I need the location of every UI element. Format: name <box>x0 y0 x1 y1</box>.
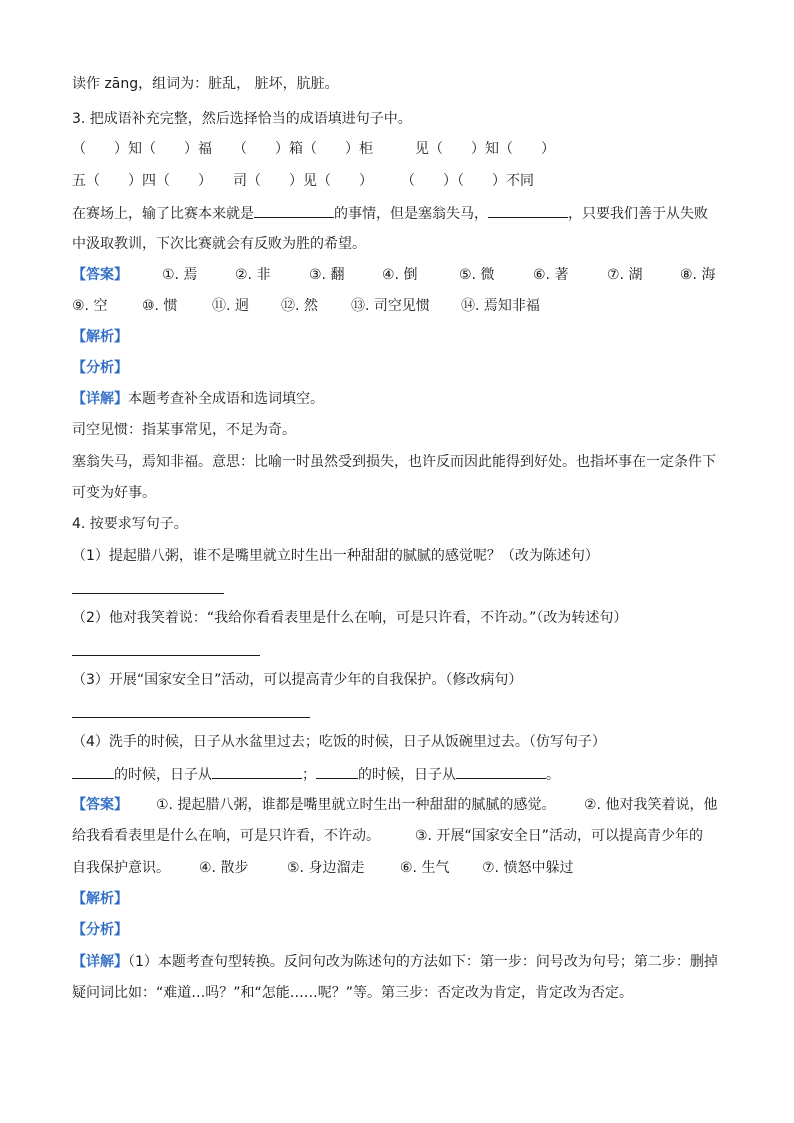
answer-row-2 <box>72 296 724 316</box>
answer-item: ⑤. 身边溜走 <box>287 860 365 876</box>
fill-sentence-line-1 <box>72 203 724 224</box>
text-line: 读作 zāng，组词为：脏乱， 脏坏，肮脏。 <box>72 76 339 92</box>
detail-text: （1）本题考查句型转换。反问句改为陈述句的方法如下：第一步：问号改为句号；第二步：删掉 <box>128 954 718 970</box>
detail-line <box>72 389 724 409</box>
sentence-part: 的事情，但是塞翁失马， <box>334 206 488 222</box>
imitation-blanks <box>72 764 724 785</box>
answer-item: ⑨. 空 <box>72 298 108 314</box>
sentence-part: 的时候，日子从 <box>358 767 456 783</box>
detail-text: 本题考查补全成语和选词填空。 <box>128 391 324 407</box>
analysis-tag: 【解析】 <box>72 891 128 907</box>
question-3-title: 3. 把成语补充完整，然后选择恰当的成语填进句子中。 <box>72 111 412 127</box>
idiom-row-2: 五（ ）四（ ） 司（ ）见（ ） （ ）（ ）不同 <box>72 173 534 189</box>
blank <box>72 764 114 779</box>
answer-4-line-3 <box>72 858 724 878</box>
blank <box>254 203 334 218</box>
blank <box>316 764 358 779</box>
answer-item: ⑫. 然 <box>281 298 318 314</box>
answer-tag: 【答案】 <box>72 797 128 813</box>
sentence-part: 。 <box>546 767 560 783</box>
answer-item: ①. 焉 <box>162 267 198 283</box>
detail-tag: 【详解】 <box>72 391 128 407</box>
answer-item: ⑦. 湖 <box>607 267 643 283</box>
answer-row-1 <box>72 265 724 285</box>
fill-sentence-line-2: 中汲取教训，下次比赛就会有反败为胜的希望。 <box>72 236 366 252</box>
answer-item: ③. 翻 <box>309 267 345 283</box>
sentence-part: 的时候，日子从 <box>114 767 212 783</box>
idiom-row-1: （ ）知（ ）福 （ ）箱（ ）柜 见（ ）知（ ） <box>72 141 555 157</box>
explain-line: 司空见惯：指某事常见，不足为奇。 <box>72 422 296 438</box>
answer-item: ⑤. 微 <box>459 267 495 283</box>
answer-text: ②. 他对我笑着说，他 <box>584 797 718 813</box>
sentence-part: 在赛场上，输了比赛本来就是 <box>72 206 254 222</box>
answer-item: ⑧. 海 <box>680 267 716 283</box>
answer-text: ③. 开展“国家安全日”活动，可以提高青少年的 <box>415 828 703 844</box>
blank <box>456 764 546 779</box>
answer-blank-line <box>72 717 310 718</box>
answer-item: ⑭. 焉知非福 <box>461 298 540 314</box>
answer-4-line-1 <box>72 795 724 815</box>
question-4-3: （3）开展“国家安全日”活动，可以提高青少年的自我保护。（修改病句） <box>72 672 523 688</box>
answer-tag: 【答案】 <box>72 267 128 283</box>
detail-line: 疑问词比如：“难道…吗？”和“怎能……呢？”等。第三步：否定改为肯定，肯定改为否定。 <box>72 985 634 1001</box>
answer-text: 自我保护意识。 <box>72 860 170 876</box>
analysis-subtag: 【分析】 <box>72 922 128 938</box>
answer-item: ⑩. 惯 <box>142 298 178 314</box>
answer-item: ⑥. 著 <box>533 267 569 283</box>
answer-4-line-2 <box>72 826 724 846</box>
sentence-part: ； <box>302 767 316 783</box>
sentence-part: ，只要我们善于从失败 <box>568 206 708 222</box>
analysis-subtag: 【分析】 <box>72 360 128 376</box>
question-4-1: （1）提起腊八粥，谁不是嘴里就立时生出一种甜甜的腻腻的感觉呢？（改为陈述句） <box>72 548 599 564</box>
blank <box>488 203 568 218</box>
question-4-2: （2）他对我笑着说：“我给你看看表里是什么在响，可是只许看，不许动。”（改为转述句） <box>72 610 628 626</box>
analysis-tag: 【解析】 <box>72 329 128 345</box>
answer-item: ②. 非 <box>235 267 271 283</box>
detail-line <box>72 952 724 972</box>
answer-item: ⑥. 生气 <box>400 860 450 876</box>
answer-item: ⑪. 迥 <box>212 298 249 314</box>
blank <box>212 764 302 779</box>
answer-blank-line <box>72 655 260 656</box>
answer-item: ⑦. 愤怒中躲过 <box>482 860 574 876</box>
answer-item: ④. 倒 <box>382 267 418 283</box>
question-4-title: 4. 按要求写句子。 <box>72 516 188 532</box>
answer-item: ⑬. 司空见惯 <box>351 298 430 314</box>
answer-blank-line <box>72 593 224 594</box>
question-4-4: （4）洗手的时候，日子从水盆里过去；吃饭的时候，日子从饭碗里过去。（仿写句子） <box>72 734 606 750</box>
explain-line: 塞翁失马，焉知非福。意思：比喻一时虽然受到损失，也许反而因此能得到好处。也指坏事在一定条件下 <box>72 454 716 470</box>
detail-tag: 【详解】 <box>72 954 128 970</box>
answer-item: ④. 散步 <box>199 860 249 876</box>
answer-text: 给我看看表里是什么在响，可是只许看，不许动。 <box>72 828 380 844</box>
answer-text: ①. 提起腊八粥，谁都是嘴里就立时生出一种甜甜的腻腻的感觉。 <box>156 797 556 813</box>
explain-line: 可变为好事。 <box>72 485 156 501</box>
